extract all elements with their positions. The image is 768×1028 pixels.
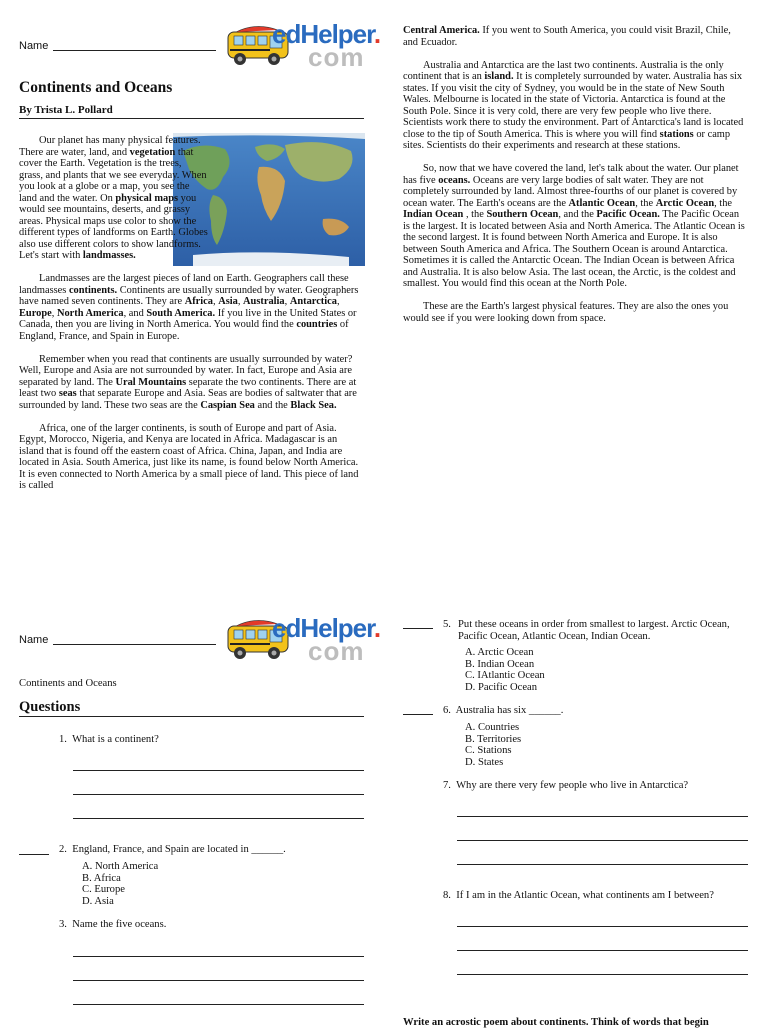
option[interactable]: B. Africa xyxy=(82,872,121,884)
paragraph: Africa, one of the larger continents, is south of Europe and part of Asia. Egypt, Morocco, Nigeria, and Kenya are located in Africa. Madagascar is an island that is found off the eastern coast of Africa. China, Japan, and India are located in Asia. South America, just like its name, is found below North America. It is even connected to North America by a small piece of land. This piece of land is called xyxy=(19,422,359,491)
acrostic-prompt: Write an acrostic poem about continents. Think of words that begin xyxy=(403,1017,709,1028)
paragraph: These are the Earth's largest physical features. They are also the ones you would see if you were looking down from space. xyxy=(403,301,729,324)
logo-wordmark: edHelper xyxy=(272,613,374,643)
paragraph: Our planet has many physical features. There are water, land, and vegetation that cover the Earth. Vegetation is the trees, grass, and plants that we see everyday. When you look at a globe or a map, you see the land and the water. On physical maps you would see mountains, deserts, and grassy areas. Physical maps use color to show the different types of landforms on Earth. Globes also use different colors to show landforms. Let's start with landmasses. xyxy=(19,135,208,261)
answer-line[interactable] xyxy=(457,840,748,841)
options-list xyxy=(465,647,545,693)
answer-line[interactable] xyxy=(73,770,364,771)
answer-blank[interactable] xyxy=(403,714,433,715)
answer-line[interactable] xyxy=(457,864,748,865)
title-rule xyxy=(19,118,364,119)
answer-line[interactable] xyxy=(457,950,748,951)
option[interactable]: C. Stations xyxy=(465,745,512,757)
logo-com: com xyxy=(308,636,365,666)
option[interactable]: D. Pacific Ocean xyxy=(465,681,538,693)
article-left-column xyxy=(19,135,364,503)
answer-line[interactable] xyxy=(73,1004,364,1005)
name-line[interactable] xyxy=(53,644,216,645)
question-6: 6. Australia has six ______. xyxy=(443,705,564,716)
name-label: Name xyxy=(19,634,49,646)
heading-rule xyxy=(19,716,364,717)
edhelper-logo: edHelper. com xyxy=(226,20,371,72)
option[interactable]: B. Territories xyxy=(465,733,522,745)
options-list xyxy=(82,861,158,907)
question-1: 1. What is a continent? xyxy=(59,734,159,745)
answer-line[interactable] xyxy=(73,980,364,981)
edhelper-logo: edHelper. com xyxy=(226,614,371,666)
option[interactable]: A. Arctic Ocean xyxy=(465,647,534,658)
logo-com: com xyxy=(308,42,365,72)
option[interactable]: C. Europe xyxy=(82,884,125,896)
logo-wordmark: edHelper xyxy=(272,19,374,49)
author-byline: By Trista L. Pollard xyxy=(19,104,113,116)
options-list xyxy=(465,722,521,768)
option[interactable]: D. Asia xyxy=(82,895,114,907)
option[interactable]: A. Countries xyxy=(465,722,520,733)
option[interactable]: D. States xyxy=(465,756,504,768)
worksheet-subtitle: Continents and Oceans xyxy=(19,678,117,689)
answer-line[interactable] xyxy=(73,818,364,819)
question-7: 7. Why are there very few people who live in Antarctica? xyxy=(443,780,689,791)
page-title: Continents and Oceans xyxy=(19,79,173,96)
answer-blank[interactable] xyxy=(19,854,49,855)
answer-line[interactable] xyxy=(73,956,364,957)
answer-line[interactable] xyxy=(457,816,748,817)
answer-line[interactable] xyxy=(457,974,748,975)
name-line xyxy=(53,50,216,51)
paragraph: Central America. If you went to South America, you could visit Brazil, Chile, and Ecuador. xyxy=(403,25,731,48)
option[interactable]: B. Indian Ocean xyxy=(465,658,535,670)
question-3: 3. Name the five oceans. xyxy=(59,919,167,930)
article-right-column xyxy=(403,25,748,336)
answer-line[interactable] xyxy=(457,926,748,927)
paragraph: Remember when you read that continents are usually surrounded by water? Well, Europe and Asia are not surrounded by water. In fact, Europe and Asia are separated by land. The Ural Mountains separate the two continents. There are at least two seas that separate Europe and Asia. Seas are bodies of saltwater that are surrounded by land. These two seas are the Caspian Sea and the Black Sea. xyxy=(19,353,357,411)
paragraph: Landmasses are the largest pieces of land on Earth. Geographers call these landmasses continents. Continents are usually surrounded by water. Geographers have named seven continents. They are Africa, Asia, Australia, Antarctica, Europe, North America, and South America. If you live in the United States or Canada, then you are living in North America. You would find the countries of England, France, and Spain in Europe. xyxy=(19,273,359,342)
question-5: 5. Put these oceans in order from smallest to largest. Arctic Ocean, Pacific Ocean, Atlantic Ocean, Indian Ocean. xyxy=(443,619,730,642)
answer-line[interactable] xyxy=(73,794,364,795)
question-2: 2. England, France, and Spain are located in ______. xyxy=(59,844,286,855)
answer-blank[interactable] xyxy=(403,628,433,629)
paragraph: So, now that we have covered the land, let's talk about the water. Our planet has five oceans. Oceans are very large bodies of salt water. They are not completely surrounded by land. Almost three-fourths of our planet is covered by ocean water. The Earth's oceans are the Atlantic Ocean, the Arctic Ocean, the Indian Ocean , the Southern Ocean, and the Pacific Ocean. The Pacific Ocean is the largest. It is located between Asia and North America. The Atlantic Ocean is the second largest. It is found between North America and Europe. It is also between South America and Africa. The Southern Ocean is around Antarctica. Sometimes it is called the Antarctic Ocean. The Indian Ocean is between Africa and Australia. It is also below Asia. The last ocean, the Arctic, is the coldest and smallest. You would find this ocean at the North Pole. xyxy=(403,163,745,289)
questions-heading: Questions xyxy=(19,699,81,715)
option[interactable]: C. IAtlantic Ocean xyxy=(465,670,545,682)
question-8: 8. If I am in the Atlantic Ocean, what continents am I between? xyxy=(443,890,714,901)
paragraph: Australia and Antarctica are the last two continents. Australia is the only continent that is an island. It is completely surrounded by water. Australia has six states. If you visit the city of Sydney, you would be in the state of New South Wales. Melbourne is located in the state of Victoria. Antarctica is found at the South Pole. Since it is very cold, there are very few people who live there. Scientists work there to study the environment. Part of Antarctica's land is located close to the tip of South America. This is where you will find stations or camp sites. Scientists do their experiments and research at these stations. xyxy=(403,59,744,151)
option[interactable]: A. North America xyxy=(82,861,159,872)
name-label: Name xyxy=(19,40,49,52)
